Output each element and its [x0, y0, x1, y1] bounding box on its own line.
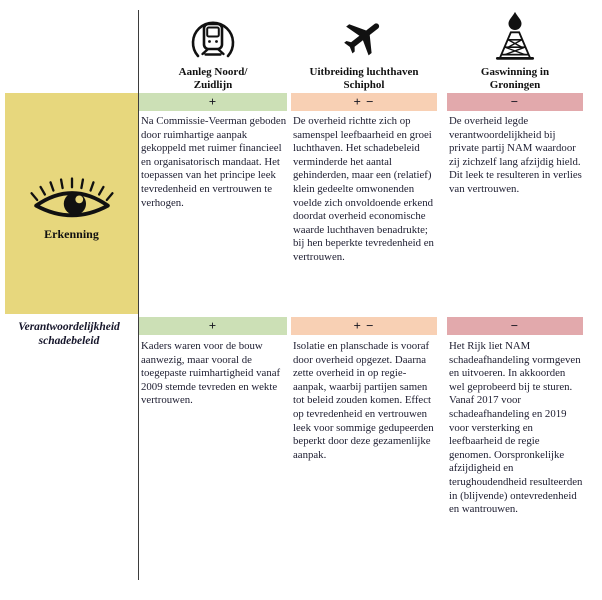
column-label-line2: Schiphol: [343, 79, 385, 91]
row-header-verantwoordelijkheid-schadebeleid: Verantwoordelijkheid schadebeleid: [18, 321, 120, 347]
text-cell: Isolatie en planschade is vooraf door overheid opgezet. Daarna zette overheid in op regie-aanpak, waarbij partijen samen tot beleid zouden komen. Effect op tevredenheid en vertrouwen leek voor sommige gedupeerden beperkt door deze gezamenlijke aanpak.: [293, 340, 434, 461]
column-label: [310, 66, 419, 92]
column-header-noord-zuidlijn: [139, 8, 287, 92]
text-cell: De overheid legde verantwoordelijkheid bij private partij NAM waardoor zij zichzelf lang afzijdig hield. Dit leek te resulteren in verlies van vertrouwen.: [449, 115, 582, 195]
text-cell: Na Commissie-Veerman geboden door ruimhartige aanpak gekoppeld met ruimer financieel en organisatorisch mandaat. Het toepassen van het principe leek tevredenheid en vertrouwen te verhogen.: [141, 115, 287, 209]
row-header-erkenning: [5, 93, 138, 314]
column-label-line1: Gaswinning in: [480, 66, 550, 78]
column-label-line1: Uitbreiding luchthaven: [309, 66, 419, 78]
column-label-line2: Groningen: [489, 79, 541, 91]
eye-icon: [29, 165, 115, 225]
text-cell: Kaders waren voor de bouw aanwezig, maar vooral de toegepaste ruimhartigheid vanaf 2009 stemde tevreden en wekte vertrouwen.: [141, 340, 281, 407]
column-label-line2: Zuidlijn: [193, 79, 233, 91]
text-cell: Het Rijk liet NAM schadeafhandeling vormgeven en uitvoeren. In akkoorden wel geprobeerd bij te sturen. Vanaf 2017 voor schadeafhandeling en 2019 voor versterking en leefbaarheid de regie genomen. Oorspronkelijke afzijdigheid en terughoudendheid resulteerden in (blijvende) ontevredenheid en wantrouwen.: [449, 340, 583, 516]
metro-icon: [189, 11, 237, 63]
column-label-line1: Aanleg Noord/: [178, 66, 248, 78]
column-header-schiphol: [291, 8, 437, 92]
plane-icon: [341, 11, 387, 63]
column-header-groningen: [447, 8, 583, 92]
text-cell: De overheid richtte zich op samenspel leefbaarheid en groei luchthaven. Het schadebeleid verminderde het aantal gehinderden, maar een (relatief) klein gedeelte omwonenden voelde zich onvoldoende erkend doordat overheid economische waarde luchthaven benadrukte; bij hen beperkte tevredenheid en vertrouwen.: [293, 115, 434, 263]
row-label-erkenning-text: Erkenning: [44, 227, 99, 241]
rating-cell: +: [139, 317, 287, 335]
rating-cell: + −: [291, 93, 437, 111]
column-label: [481, 66, 549, 92]
rating-cell: + −: [291, 317, 437, 335]
rating-cell: −: [447, 93, 583, 111]
rating-cell: −: [447, 317, 583, 335]
oil-derrick-icon: [493, 11, 537, 63]
rating-cell: +: [139, 93, 287, 111]
column-label: [179, 66, 248, 92]
